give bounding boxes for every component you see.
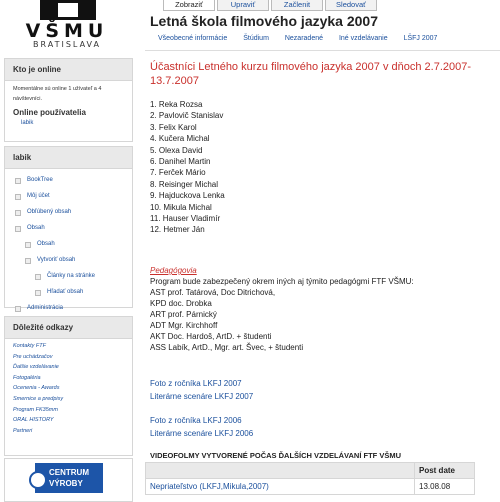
- bullet-icon: [15, 178, 21, 184]
- participant-item: 1. Reka Rozsa: [150, 100, 203, 109]
- menu-item-booktree[interactable]: [13, 172, 124, 188]
- logo-city: BRATISLAVA: [33, 40, 101, 49]
- banner-line1: CENTRUM: [49, 468, 89, 477]
- who-online-message: Momentálne sú online 1 užívateľ a 4 návštevníci.: [13, 86, 102, 102]
- vsmu-logo[interactable]: [12, 0, 122, 52]
- bullet-icon: [35, 290, 41, 296]
- menu-item-label[interactable]: Vytvoriť obsah: [37, 257, 76, 263]
- tab-classify[interactable]: Začlenit: [271, 0, 323, 11]
- scripts-link-2007[interactable]: Literárne scenáre LKFJ 2007: [150, 392, 254, 401]
- important-links-block: [4, 316, 133, 456]
- video-title-link[interactable]: Nepriateľstvo (LKFJ,Mikula,2007): [150, 482, 269, 491]
- logo-brand: VŠMU: [25, 20, 109, 42]
- menu-item-administration[interactable]: [13, 300, 124, 316]
- subnav-item-lsfj2007[interactable]: LŠFJ 2007: [403, 35, 438, 42]
- menu-item-my-account[interactable]: [13, 188, 124, 204]
- menu-item-create-content[interactable]: [13, 252, 124, 268]
- photo-link-2006[interactable]: Foto z ročníka LKFJ 2006: [150, 416, 242, 425]
- column-header-title: [146, 463, 415, 479]
- menu-item-content-sub[interactable]: [13, 236, 124, 252]
- photo-link-2007[interactable]: Foto z ročníka LKFJ 2007: [150, 379, 242, 388]
- user-menu-header: labik: [5, 147, 132, 169]
- participants-heading: Účastníci Letného kurzu filmového jazyka 2007 v dňoch 2.7.2007-13.7.2007: [150, 61, 472, 87]
- video-table: [145, 462, 475, 495]
- participant-item: 11. Hauser Vladimír: [150, 213, 221, 223]
- important-link[interactable]: Program FK35mm: [13, 406, 58, 413]
- participant-item: 8. Reisinger Michal: [150, 179, 219, 189]
- subnav-item-uncategorized[interactable]: Nezaradené: [284, 35, 323, 42]
- divider: [145, 50, 500, 51]
- important-link[interactable]: Fotogaléria: [13, 374, 41, 381]
- menu-item-articles[interactable]: [13, 268, 124, 284]
- participant-item: 7. Ferček Mário: [150, 168, 206, 178]
- online-users-header: Online používatelia: [13, 108, 86, 117]
- pedagogy-line: KPD doc. Drobka: [150, 299, 212, 308]
- menu-item-label[interactable]: BookTree: [27, 177, 53, 183]
- participant-item: 10. Mikula Michal: [150, 202, 212, 212]
- tab-view[interactable]: Zobraziť: [163, 0, 215, 11]
- participant-item: 12. Hetmer Ján: [150, 225, 205, 235]
- online-user-link[interactable]: labik: [21, 120, 34, 126]
- important-link[interactable]: Smernice a predpisy: [13, 395, 64, 402]
- subnav-item-other-education[interactable]: Iné vzdelávanie: [338, 35, 388, 42]
- menu-item-favorites[interactable]: [13, 204, 124, 220]
- subnav-item-study[interactable]: Štúdium: [243, 35, 269, 42]
- bullet-icon: [15, 226, 21, 232]
- participant-item: 4. Kučera Michal: [150, 134, 210, 144]
- links-2006: [150, 414, 450, 440]
- important-links-list: [13, 341, 124, 436]
- bullet-icon: [15, 194, 21, 200]
- column-header-date[interactable]: Post date: [415, 463, 475, 479]
- menu-item-label[interactable]: Obsah: [37, 241, 55, 247]
- pedagogy-line: AST prof. Tatárová, Doc Ditrichová,: [150, 288, 276, 297]
- who-online-block: [4, 58, 133, 142]
- menu-item-label[interactable]: Hľadať obsah: [47, 289, 84, 295]
- important-link[interactable]: Kontakty FTF: [13, 343, 47, 349]
- tab-edit[interactable]: Upraviť: [217, 0, 269, 11]
- centrum-vyroby-banner[interactable]: [4, 458, 133, 502]
- bullet-icon: [25, 258, 31, 264]
- scripts-link-2006[interactable]: Literárne scenáre LKFJ 2006: [150, 429, 254, 438]
- menu-item-label[interactable]: Môj účet: [27, 193, 50, 199]
- participant-item: 6. Danihel Martin: [150, 156, 211, 166]
- menu-item-label[interactable]: Administrácia: [27, 305, 64, 311]
- who-online-header: Kto je online: [5, 59, 132, 81]
- bullet-icon: [15, 306, 21, 312]
- tab-track[interactable]: Sledovať: [325, 0, 377, 11]
- user-menu-block: [4, 146, 133, 311]
- important-links-header: Dôležité odkazy: [5, 317, 132, 339]
- pedagogy-line: AKT Doc. Hardoš, ArtD. + študenti: [150, 332, 272, 341]
- bullet-icon: [25, 242, 31, 248]
- important-link[interactable]: Pre uchádzačov: [13, 353, 53, 360]
- links-2007: [150, 377, 450, 403]
- participant-item: 5. Olexa David: [150, 145, 203, 155]
- pedagogy-heading: Pedagógovia: [150, 266, 197, 275]
- menu-item-label[interactable]: Články na stránke: [47, 273, 96, 279]
- logo-mark: [40, 0, 96, 20]
- left-sidebar: [0, 0, 135, 500]
- table-row: [146, 479, 475, 495]
- pedagogy-section: [150, 265, 490, 353]
- participant-item: 2. Pavlovič Stanislav: [150, 111, 224, 121]
- banner-box: [35, 463, 103, 493]
- breadcrumb-nav: [158, 35, 451, 42]
- menu-item-label[interactable]: Obsah: [27, 225, 45, 231]
- important-link[interactable]: Partneri: [13, 427, 33, 434]
- user-menu-list: [13, 172, 124, 316]
- pedagogy-line: ART prof. Párnický: [150, 310, 217, 319]
- table-header-row: [146, 463, 475, 479]
- menu-item-label[interactable]: Obľúbený obsah: [27, 209, 72, 215]
- participant-item: 9. Hajduckova Lenka: [150, 191, 225, 201]
- participants-list: [150, 99, 225, 236]
- subnav-item-general[interactable]: Všeobecné informácie: [158, 35, 228, 42]
- page-title: Letná škola filmového jazyka 2007: [150, 13, 378, 29]
- video-post-date: 13.08.08: [415, 479, 475, 495]
- bullet-icon: [35, 274, 41, 280]
- banner-line2: VÝROBY: [49, 479, 83, 488]
- pedagogy-line: ADT Mgr. Kirchhoff: [150, 321, 218, 330]
- participant-item: 3. Felix Karol: [150, 122, 197, 132]
- menu-item-search-content[interactable]: [13, 284, 124, 300]
- video-section-title: VIDEOFOLMY VYTVORENÉ POČAS ĎALŠÍCH VZDELÁVANÍ FTF VŠMU: [150, 451, 401, 460]
- bullet-icon: [15, 210, 21, 216]
- pedagogy-line: Program bude zabezpečený okrem iných aj týmito pedagógmi FTF VŠMU:: [150, 277, 414, 286]
- important-link[interactable]: Ďalšie vzdelávanie: [13, 364, 59, 371]
- menu-item-content[interactable]: [13, 220, 124, 236]
- banner-circle-icon: [29, 471, 47, 489]
- important-link[interactable]: ORAL HISTORY: [13, 417, 54, 424]
- important-link[interactable]: Ocenenia - Awards: [13, 385, 60, 392]
- pedagogy-line: ASS Labík, ArtD., Mgr. art. Švec, + študenti: [150, 343, 304, 352]
